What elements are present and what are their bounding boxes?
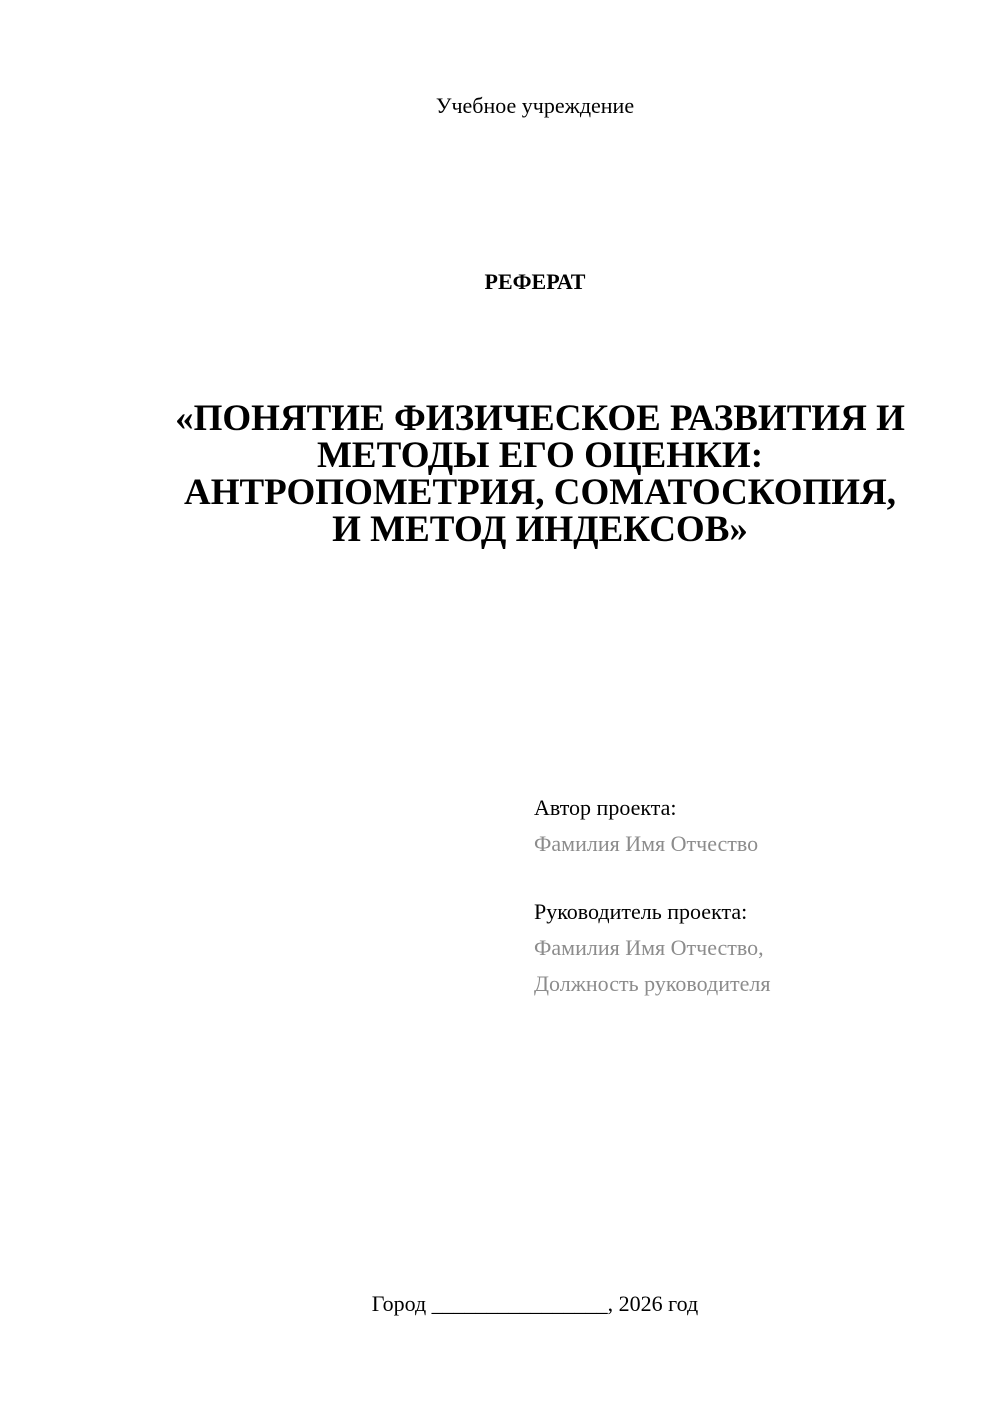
document-type-label: РЕФЕРАТ (484, 269, 586, 294)
title-line: АНТРОПОМЕТРИЯ, СОМАТОСКОПИЯ, (183, 472, 897, 513)
title-line: «ПОНЯТИЕ ФИЗИЧЕСКОЕ РАЗВИТИЯ И (175, 398, 905, 439)
project-info-block (534, 790, 974, 1002)
spacer (534, 862, 974, 894)
institution-name: Учебное учреждение (435, 93, 635, 118)
supervisor-position-placeholder: Должность руководителя (534, 971, 771, 996)
supervisor-label: Руководитель проекта: (534, 899, 748, 924)
title-line: И МЕТОД ИНДЕКСОВ» (332, 509, 748, 550)
author-label: Автор проекта: (534, 795, 677, 820)
city-year-line: Город ________________, 2026 год (371, 1291, 699, 1316)
supervisor-name-placeholder: Фамилия Имя Отчество, (534, 935, 764, 960)
document-title (140, 400, 940, 548)
author-name-placeholder: Фамилия Имя Отчество (534, 831, 759, 856)
title-line: МЕТОДЫ ЕГО ОЦЕНКИ: (316, 435, 764, 476)
